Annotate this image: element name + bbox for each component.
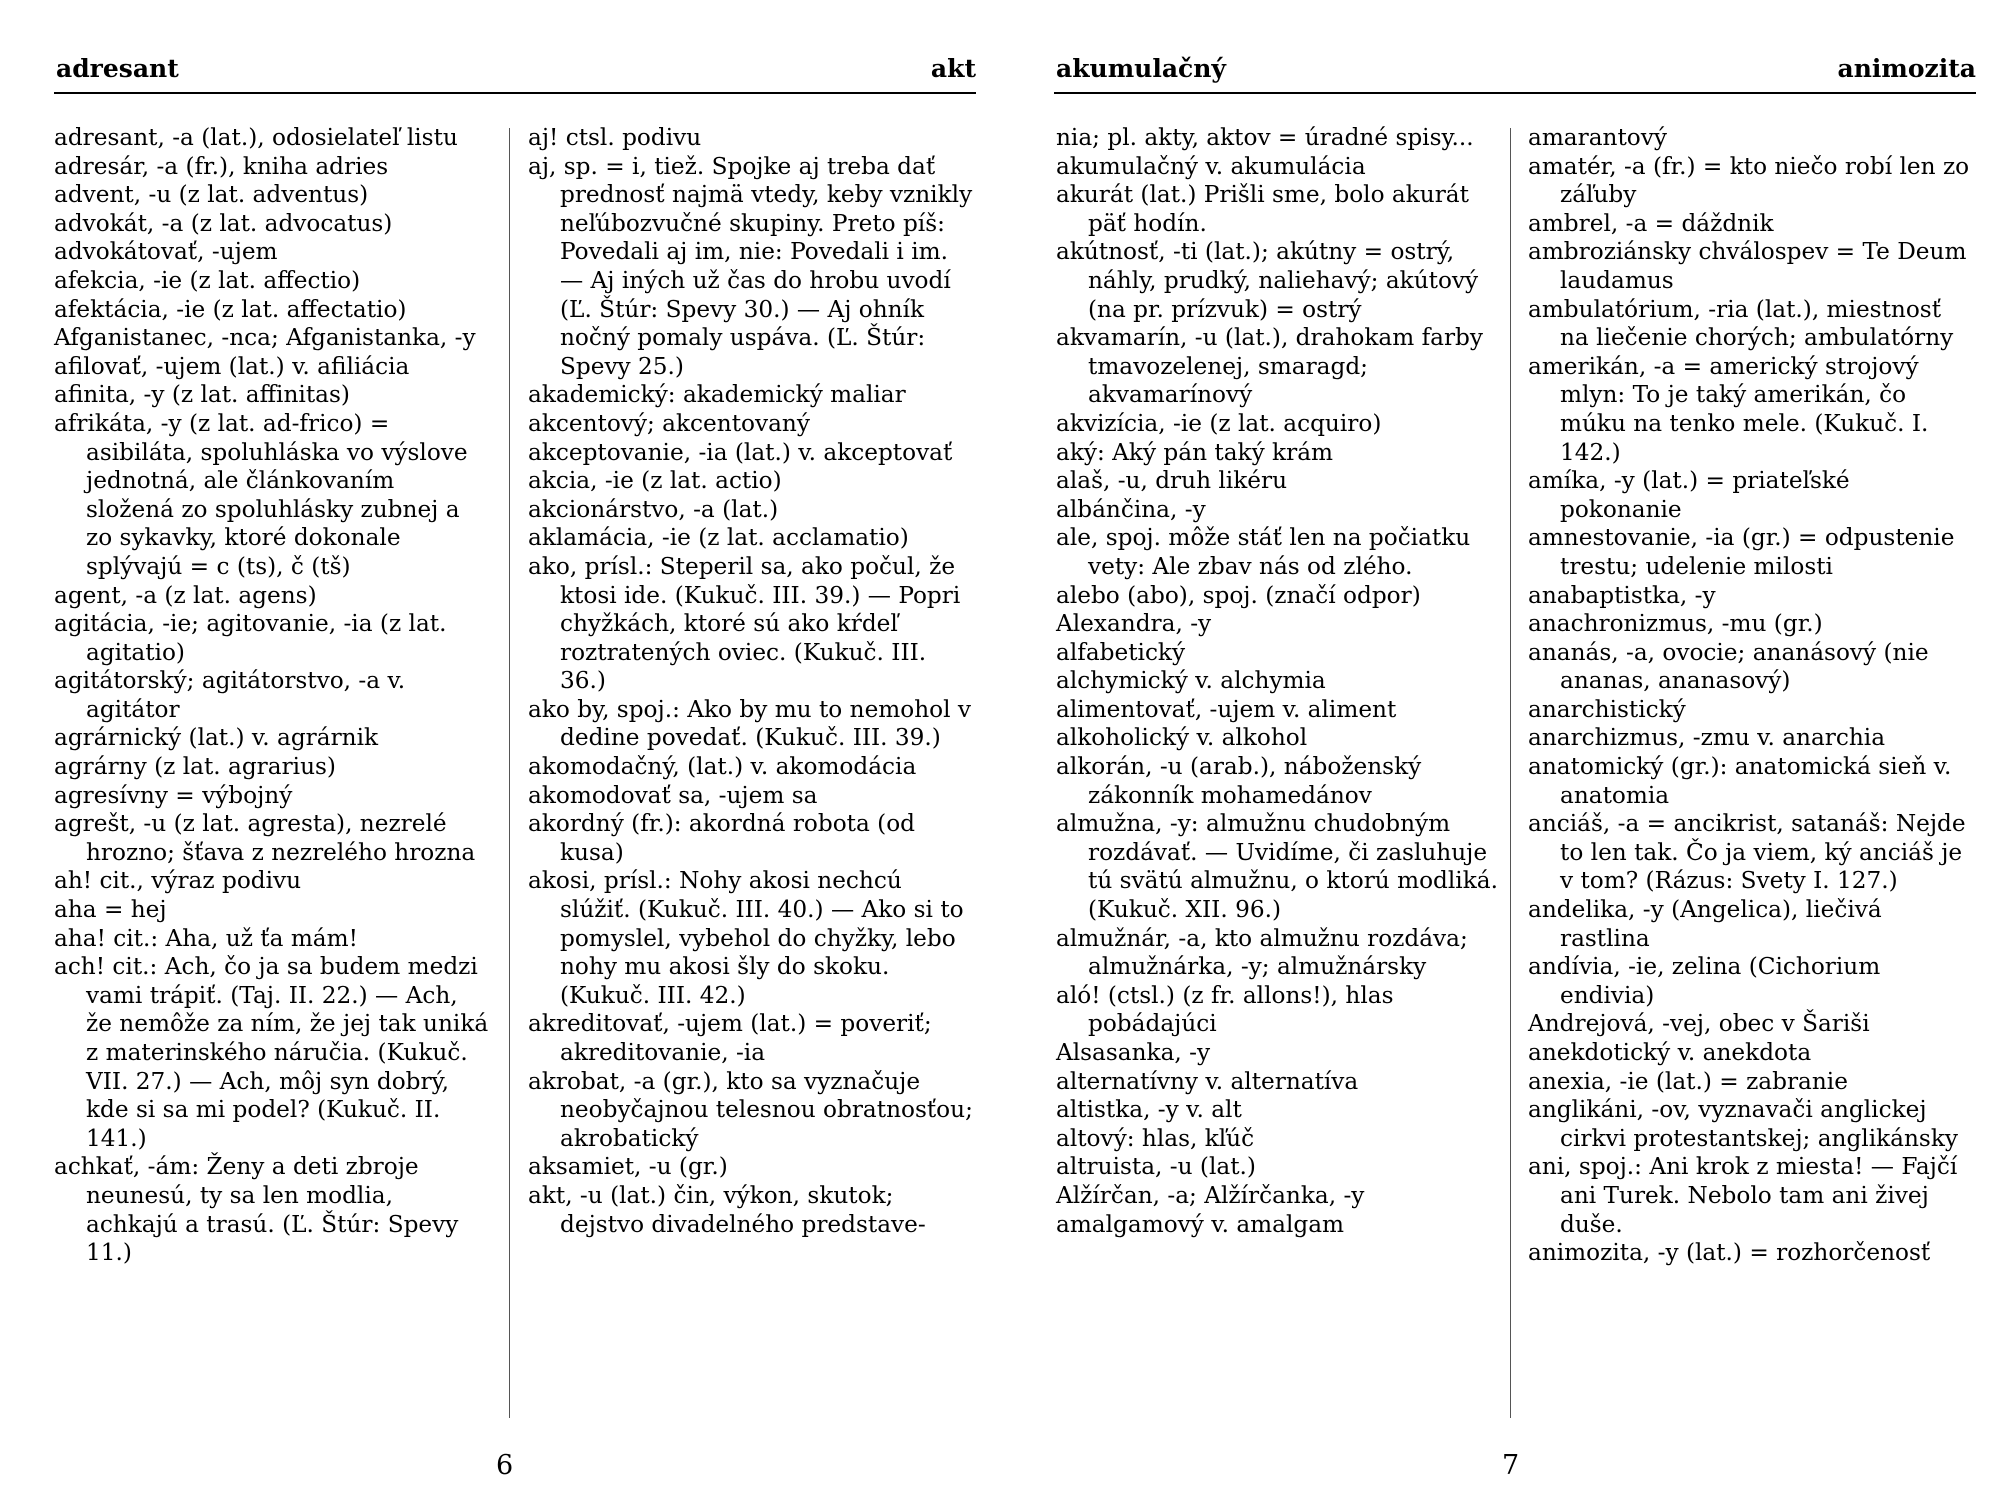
dictionary-entry: advokátovať, -ujem: [54, 238, 278, 266]
dictionary-entry: alimentovať, -ujem v. aliment: [1056, 695, 1397, 723]
dictionary-entry: akcionárstvo, -a (lat.): [528, 495, 779, 523]
dictionary-entry: aksamiet, -u (gr.): [528, 1153, 728, 1181]
right-page: [998, 0, 1996, 1500]
running-head-left: akumulačný: [1056, 54, 1226, 83]
dictionary-entry: akomodačný, (lat.) v. akomodácia: [528, 753, 917, 781]
dictionary-entry: akademický: akademický maliar: [528, 381, 906, 409]
dictionary-entry: anarchistický: [1528, 695, 1686, 723]
running-head-right: akt: [930, 54, 976, 83]
dictionary-entry: anarchizmus, -zmu v. anarchia: [1528, 724, 1886, 752]
dictionary-entry: akosi, prísl.: Nohy akosi nechcú slúžiť. (Kukuč. III. 40.) — Ako si to pomyslel, vybehol do chyžky, lebo nohy mu akosi šly do skoku. (Kukuč. III. 42.): [528, 867, 964, 1009]
dictionary-entry: achkať, -ám: Ženy a deti zbroje neunesú, ty sa len modlia, achkajú a trasú. (Ľ. Štúr: Spevy 11.): [54, 1153, 459, 1267]
dictionary-entry: afekcia, -ie (z lat. affectio): [54, 266, 361, 294]
dictionary-entry: amíka, -y (lat.) = priateľské pokonanie: [1528, 467, 1850, 523]
dictionary-entry: almužna, -y: almužnu chudobným rozdávať. — Uvidíme, či zasluhuje tú svätú almužnu, o ktorú modliká. (Kukuč. XII. 96.): [1056, 810, 1498, 924]
dictionary-column-1: [1056, 124, 1500, 1239]
dictionary-entry: agitácia, -ie; agitovanie, -ia (z lat. agitatio): [54, 610, 447, 666]
dictionary-entry: altový: hlas, kľúč: [1056, 1124, 1255, 1152]
dictionary-entry: alchymický v. alchymia: [1056, 667, 1326, 695]
dictionary-entry: akreditovať, -ujem (lat.) = poveriť; akreditovanie, -ia: [528, 1010, 932, 1066]
dictionary-entry: adresant, -a (lat.), odosielateľ listu: [54, 124, 458, 151]
dictionary-entry: agent, -a (z lat. agens): [54, 581, 317, 609]
dictionary-entry: Alsasanka, -y: [1056, 1039, 1211, 1066]
dictionary-entry: animozita, -y (lat.) = rozhorčenosť: [1528, 1239, 1931, 1267]
dictionary-entry: Andrejová, -vej, obec v Šariši: [1528, 1010, 1870, 1038]
dictionary-entry: akcentový; akcentovaný: [528, 409, 810, 437]
dictionary-entry: anatomický (gr.): anatomická sieň v. anatomia: [1528, 753, 1952, 809]
dictionary-entry: aký: Aký pán taký krám: [1056, 438, 1334, 466]
dictionary-entry: aló! (ctsl.) (z fr. allons!), hlas pobádajúci: [1056, 981, 1394, 1038]
dictionary-entry: alaš, -u, druh likéru: [1056, 467, 1288, 495]
dictionary-entry: ah! cit., výraz podivu: [54, 867, 302, 895]
dictionary-entry: akvizícia, -ie (z lat. acquiro): [1056, 409, 1382, 437]
header-rule: [1054, 92, 1976, 94]
dictionary-entry: akcia, -ie (z lat. actio): [528, 467, 782, 495]
page-number: 7: [1502, 1450, 1520, 1481]
dictionary-entry: alkorán, -u (arab.), náboženský zákonník mohamedánov: [1056, 753, 1422, 809]
dictionary-entry: Afganistanec, -nca; Afganistanka, -y: [54, 324, 476, 352]
dictionary-entry: ambrel, -a = dáždnik: [1528, 209, 1774, 237]
dictionary-entry: anekdotický v. anekdota: [1528, 1039, 1812, 1066]
dictionary-entry: alebo (abo), spoj. (značí odpor): [1056, 581, 1421, 609]
dictionary-entry: alternatívny v. alternatíva: [1056, 1067, 1359, 1095]
running-head-left: adresant: [56, 54, 179, 83]
dictionary-entry: advokát, -a (z lat. advocatus): [54, 209, 393, 237]
dictionary-entry: anachronizmus, -mu (gr.): [1528, 610, 1823, 638]
dictionary-entry: akceptovanie, -ia (lat.) v. akceptovať: [528, 438, 953, 466]
dictionary-entry: afinita, -y (z lat. affinitas): [54, 381, 350, 409]
dictionary-entry: anglikáni, -ov, vyznavači anglickej cirkvi protestantskej; anglikánsky: [1528, 1096, 1958, 1152]
dictionary-entry: aha! cit.: Aha, už ťa mám!: [54, 924, 358, 952]
dictionary-entry: advent, -u (z lat. adventus): [54, 181, 369, 209]
dictionary-entry: anabaptistka, -y: [1528, 581, 1716, 609]
dictionary-entry: altruista, -u (lat.): [1056, 1153, 1256, 1181]
dictionary-entry: agitátorský; agitátorstvo, -a v. agitátor: [54, 667, 406, 723]
page-number: 6: [496, 1450, 514, 1481]
dictionary-entry: anciáš, -a = ancikrist, satanáš: Nejde to len tak. Čo ja viem, ký anciáš je v tom? (Rázus: Svety I. 127.): [1528, 810, 1966, 895]
dictionary-entry: ambroziánsky chválospev = Te Deum laudamus: [1528, 238, 1967, 294]
dictionary-entry: Alexandra, -y: [1056, 610, 1212, 638]
dictionary-entry: akútnosť, -ti (lat.); akútny = ostrý, náhly, prudký, naliehavý; akútový (na pr. prízvuk) = ostrý: [1056, 238, 1479, 323]
dictionary-entry: adresár, -a (fr.), kniha adries: [54, 152, 389, 180]
dictionary-entry: afrikáta, -y (z lat. ad-frico) = asibiláta, spoluhláska vo výslove jednotná, ale článkovaním složená zo spoluhlásky zubnej a zo sykavky, ktoré dokonale splývajú = c (ts), č (tš): [54, 409, 468, 580]
dictionary-entry: aha = hej: [54, 896, 167, 924]
dictionary-entry: andelika, -y (Angelica), liečivá rastlina: [1528, 896, 1882, 952]
dictionary-entry: ako, prísl.: Steperil sa, ako počul, že ktosi ide. (Kukuč. III. 39.) — Popri chyžkách, ktoré sú ako kŕdeľ roztratených oviec. (Kukuč. III. 36.): [528, 552, 961, 695]
dictionary-entry: agrárny (z lat. agrarius): [54, 753, 336, 781]
dictionary-entry: ach! cit.: Ach, čo ja sa budem medzi vami trápiť. (Taj. II. 22.) — Ach, že nemôže za ním, že jej tak uniká z materinského náručia. (Kukuč. VII. 27.) — Ach, môj syn dobrý, kde si sa mi podel? (Kukuč. II. 141.): [54, 953, 489, 1152]
dictionary-entry: altistka, -y v. alt: [1056, 1096, 1242, 1124]
dictionary-entry: ambulatórium, -ria (lat.), miestnosť na liečenie chorých; ambulatórny: [1528, 295, 1954, 352]
dictionary-entry: aj, sp. = i, tiež. Spojke aj treba dať prednosť najmä vtedy, keby vznikly neľúbozvučné skupiny. Preto píš: Povedali aj im, nie: Povedali i im. — Aj iných už čas do hrobu uvodí (Ľ. Štúr: Spevy 30.) — Aj ohník nočný pomaly uspáva. (Ľ. Štúr: Spevy 25.): [528, 152, 973, 380]
dictionary-entry: alfabetický: [1056, 638, 1186, 666]
dictionary-entry: ale, spoj. môže stáť len na počiatku vety: Ale zbav nás od zlého.: [1056, 524, 1471, 580]
dictionary-entry: alkoholický v. alkohol: [1056, 724, 1308, 752]
dictionary-entry: amarantový: [1528, 124, 1667, 151]
dictionary-entry: ananás, -a, ovocie; ananásový (nie ananas, ananasový): [1528, 638, 1929, 695]
dictionary-entry: agrešt, -u (z lat. agresta), nezrelé hrozno; šťava z nezrelého hrozna: [54, 810, 476, 866]
dictionary-entry: amatér, -a (fr.) = kto niečo robí len zo záľuby: [1528, 152, 1970, 209]
running-head-right: animozita: [1837, 54, 1976, 83]
dictionary-entry: nia; pl. akty, aktov = úradné spisy...: [1056, 124, 1474, 151]
dictionary-entry: agrárnický (lat.) v. agrárnik: [54, 724, 379, 752]
dictionary-entry: afilovať, -ujem (lat.) v. afiliácia: [54, 352, 410, 380]
column-divider: [509, 128, 510, 1418]
header-rule: [54, 92, 976, 94]
dictionary-entry: andívia, -ie, zelina (Cichorium endivia): [1528, 953, 1881, 1009]
dictionary-entry: aj! ctsl. podivu: [528, 124, 702, 151]
dictionary-entry: aklamácia, -ie (z lat. acclamatio): [528, 524, 909, 552]
dictionary-entry: ani, spoj.: Ani krok z miesta! — Fajčí ani Turek. Nebolo tam ani živej duše.: [1528, 1153, 1958, 1238]
dictionary-entry: akurát (lat.) Prišli sme, bolo akurát päť hodín.: [1056, 181, 1469, 237]
dictionary-entry: akordný (fr.): akordná robota (od kusa): [528, 810, 916, 866]
dictionary-entry: ako by, spoj.: Ako by mu to nemohol v dedine povedať. (Kukuč. III. 39.): [528, 695, 972, 752]
column-divider: [1510, 128, 1511, 1418]
dictionary-column-1: [54, 124, 489, 1268]
dictionary-entry: akomodovať sa, -ujem sa: [528, 781, 818, 809]
dictionary-entry: afektácia, -ie (z lat. affectatio): [54, 295, 407, 323]
dictionary-entry: amalgamový v. amalgam: [1056, 1210, 1345, 1238]
dictionary-entry: akvamarín, -u (lat.), drahokam farby tmavozelenej, smaragd; akvamarínový: [1056, 324, 1483, 409]
dictionary-column-2: [528, 124, 976, 1239]
dictionary-entry: amnestovanie, -ia (gr.) = odpustenie trestu; udelenie milosti: [1528, 524, 1955, 580]
dictionary-entry: almužnár, -a, kto almužnu rozdáva; almužnárka, -y; almužnársky: [1056, 924, 1468, 981]
dictionary-entry: amerikán, -a = americký strojový mlyn: To je taký amerikán, čo múku na tenko mele. (Kukuč. I. 142.): [1528, 352, 1929, 466]
dictionary-entry: Alžírčan, -a; Alžírčanka, -y: [1056, 1181, 1365, 1209]
dictionary-column-2: [1528, 124, 1974, 1268]
dictionary-entry: albánčina, -y: [1056, 495, 1206, 523]
dictionary-entry: akumulačný v. akumulácia: [1056, 152, 1366, 180]
dictionary-entry: anexia, -ie (lat.) = zabranie: [1528, 1067, 1848, 1095]
dictionary-entry: akt, -u (lat.) čin, výkon, skutok; dejstvo divadelného predstave-: [528, 1181, 926, 1238]
dictionary-entry: akrobat, -a (gr.), kto sa vyznačuje neobyčajnou telesnou obratnosťou; akrobatický: [528, 1067, 973, 1152]
dictionary-entry: agresívny = výbojný: [54, 781, 293, 809]
